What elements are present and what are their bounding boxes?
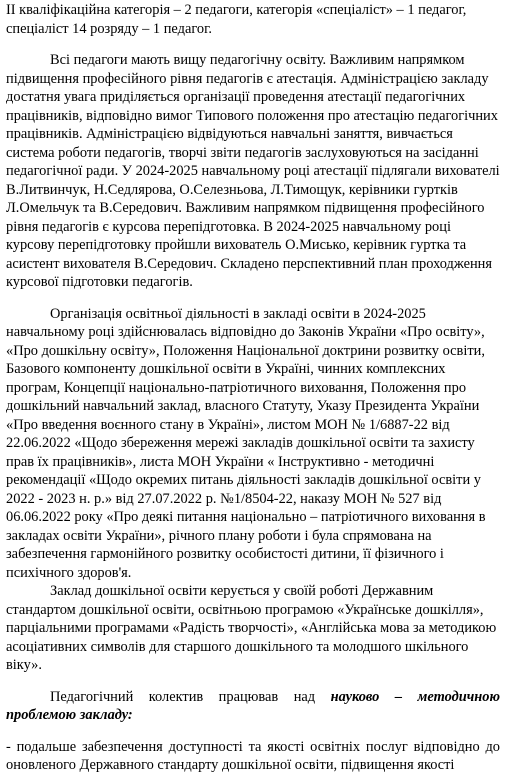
programs-paragraph: Заклад дошкільної освіти керується у своїй роботі Державним стандартом дошкільної освіти, освітньою програмою «Українське дошкілля», парціальними програмами «Радість творчості», «Англійська мова за методикою асоціативних символів для старшого дошкільного та молодшого шкільного віку». [6,583,497,673]
educational-activity-paragraph: Організація освітньої діяльності в закладі освіти в 2024-2025 навчальному році здійснювалась відповідно до Законів України «Про освіту», «Про дошкільну освіту», Положення Національної доктрини розвитку освіти, Базового компоненту дошкільної освіти в Україні, чинних комплексних програм, Концепції національно-патріотичного виховання, Положення про дошкільний навчальний заклад, власного Статуту, Указу Президента України «Про введення воєнного стану в Україні», листом МОН № 1/6887-22 від 22.06.2022 «Щодо збереження мережі закладів дошкільної освіти та захисту прав їх працівників», листа МОН України « Інструктивно - методичні рекомендації «Щодо окремих питань діяльності закладів дошкільної освіти у 2022 - 2023 н. р.» від 27.07.2022 р. №1/8504-22, наказу МОН № 527 від 06.06.2022 року «Про деякі питання національно – патріотичного виховання в закладах освіти України», річного плану роботи і була спрямована на забезпечення гармонійного розвитку особистості дитини, її фізичного і психічного здоров'я. [6,305,486,581]
staff-qualification-paragraph: ІІ кваліфікаційна категорія – 2 педагоги, категорія «спеціаліст» – 1 педагог, спеціаліст 14 розряду – 1 педагог. [6,2,467,37]
methodical-problem-emphasis: науково – методичною проблемою закладу: [6,688,500,723]
methodical-problem-lead: Педагогічний колектив працював над [50,688,331,705]
methodical-problem-paragraph [6,688,500,725]
staff-education-paragraph: Всі педагоги мають вищу педагогічну освіту. Важливим напрямком підвищення професійного рівня педагогів є атестація. Адміністрацією закладу достатня увага приділяється організації проведення атестації педагогічних працівників, відповідно вимог Типового положення про атестацію педагогічних працівників. Адміністрацією відвідуються навчальні заняття, вивчається система роботи педагогів, творчі звіти педагогів заслуховуються на засіданні педагогічної ради. У 2024-2025 навчальному році атестації підлягали вихователі В.Литвинчук, Н.Седлярова, О.Селезньова, Л.Тимощук, керівники гуртків Л.Омельчук та В.Середович. Важливим напрямком підвищення професійного рівня педагогів є курсова перепідготовка. В 2024-2025 навчальному році курсову перепідготовку пройшли вихователь О.Мисько, керівник гуртка та асистент вихователя В.Середович. Складено перспективний план проходження курсової підготовки педагогів. [6,52,500,290]
document-body [0,1,506,773]
methodical-problem-list-item: - подальше забезпечення доступності та якості освітніх послуг відповідно до оновленого Державного стандарту дошкільної освіти, підвищення якості [6,738,500,773]
